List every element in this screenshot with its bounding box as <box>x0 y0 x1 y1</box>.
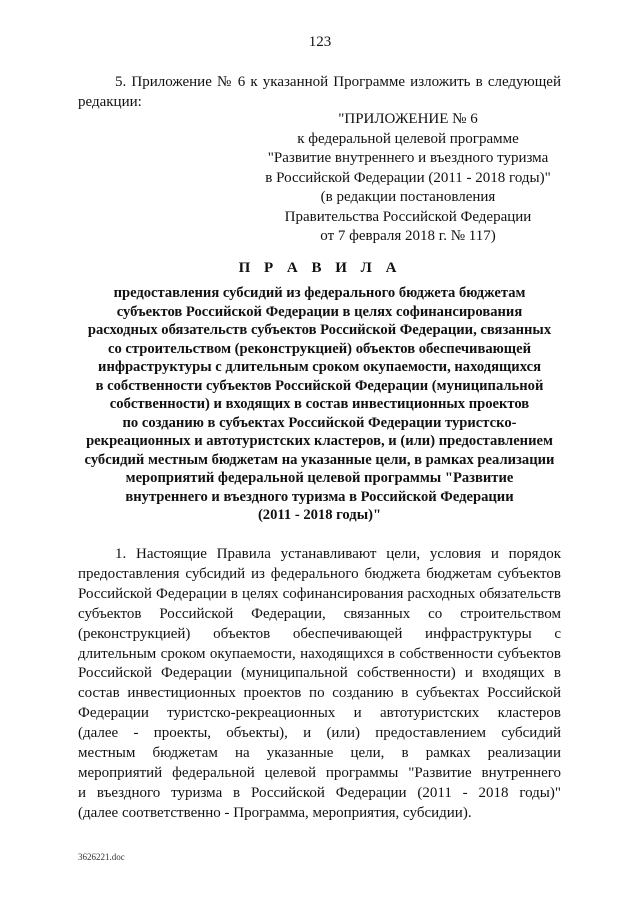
rules-subtitle-line: (2011 - 2018 годы)" <box>257 507 382 523</box>
paragraph-line: 1. Настоящие Правила устанавливают цели, условия и порядок <box>115 546 561 562</box>
paragraph-line: Федерации туристско-рекреационных и автотуристских кластеров <box>78 705 561 722</box>
rules-subtitle <box>78 284 561 525</box>
appendix-line: от 7 февраля 2018 г. № 117) <box>320 228 496 244</box>
page-number: 123 <box>308 34 332 50</box>
appendix-line: (в редакции постановления <box>320 189 496 205</box>
rules-subtitle-line: субсидий местным бюджетам на указанные цели, в рамках реализации <box>84 451 555 468</box>
paragraph-line: предоставления субсидий из федерального бюджета бюджетам субъектов <box>78 565 561 582</box>
paragraph-line: Российской Федерации (муниципальной собственности) и входящих в <box>78 665 561 682</box>
appendix-line: к федеральной целевой программе <box>297 130 519 147</box>
rules-subtitle-line: предоставления субсидий из федерального бюджета бюджетам <box>113 285 526 301</box>
rules-subtitle-line: внутреннего и въездного туризма в Российской Федерации <box>125 488 514 505</box>
paragraph-line: и въездного туризма в Российской Федерации (2011 - 2018 годы)" <box>78 784 561 801</box>
paragraph-line: субъектов Российской Федерации, связанных со строительством <box>78 605 561 622</box>
appendix-line: "Развитие внутреннего и въездного туризма <box>267 150 549 166</box>
intro-paragraph: 5. Приложение № 6 к указанной Программе изложить в следующей редакции: <box>78 74 561 110</box>
appendix-line: в Российской Федерации (2011 - 2018 годы)" <box>265 169 551 186</box>
rules-subtitle-line: по созданию в субъектах Российской Федерации туристско- <box>122 414 517 431</box>
paragraph-1 <box>78 545 561 824</box>
appendix-line: Правительства Российской Федерации <box>284 208 532 225</box>
paragraph-line: Российской Федерации в целях софинансирования расходных обязательств <box>78 585 561 602</box>
paragraph-line: местным бюджетам на указанные цели, в рамках реализации <box>78 745 561 762</box>
rules-subtitle-line: мероприятий федеральной целевой программы "Развитие <box>125 470 514 486</box>
rules-subtitle-line: рекреационных и автотуристских кластеров, и (или) предоставлением <box>86 433 553 449</box>
appendix-block <box>255 110 561 247</box>
paragraph-line: (реконструкцией) объектов обеспечивающей инфраструктуры с <box>78 625 561 642</box>
rules-subtitle-line: в собственности субъектов Российской Федерации (муниципальной <box>95 377 544 394</box>
rules-subtitle-line: инфраструктуры с длительным сроком окупаемости, находящихся <box>98 359 541 375</box>
rules-subtitle-line: со строительством (реконструкцией) объектов обеспечивающей <box>108 340 531 357</box>
rules-subtitle-line: субъектов Российской Федерации в целях софинансирования <box>116 303 523 320</box>
appendix-line: "ПРИЛОЖЕНИЕ № 6 <box>338 111 478 127</box>
rules-subtitle-line: собственности) и входящих в состав инвестиционных проектов <box>109 396 530 412</box>
paragraph-line: мероприятий федеральной целевой программы "Развитие внутреннего <box>78 764 561 781</box>
paragraph-line: длительным сроком окупаемости, находящихся в собственности субъектов <box>78 645 561 662</box>
paragraph-line: состав инвестиционных проектов по созданию в субъектах Российской <box>78 685 561 702</box>
paragraph-line: (далее соответственно - Программа, мероприятия, субсидии). <box>78 804 472 821</box>
paragraph-line: (далее - проекты, объекты), и (или) предоставлением субсидий <box>78 725 561 742</box>
rules-heading: П Р А В И Л А <box>238 260 402 276</box>
document-code: 3626221.doc <box>78 852 125 862</box>
rules-subtitle-line: расходных обязательств субъектов Российской Федерации, связанных <box>87 322 552 338</box>
